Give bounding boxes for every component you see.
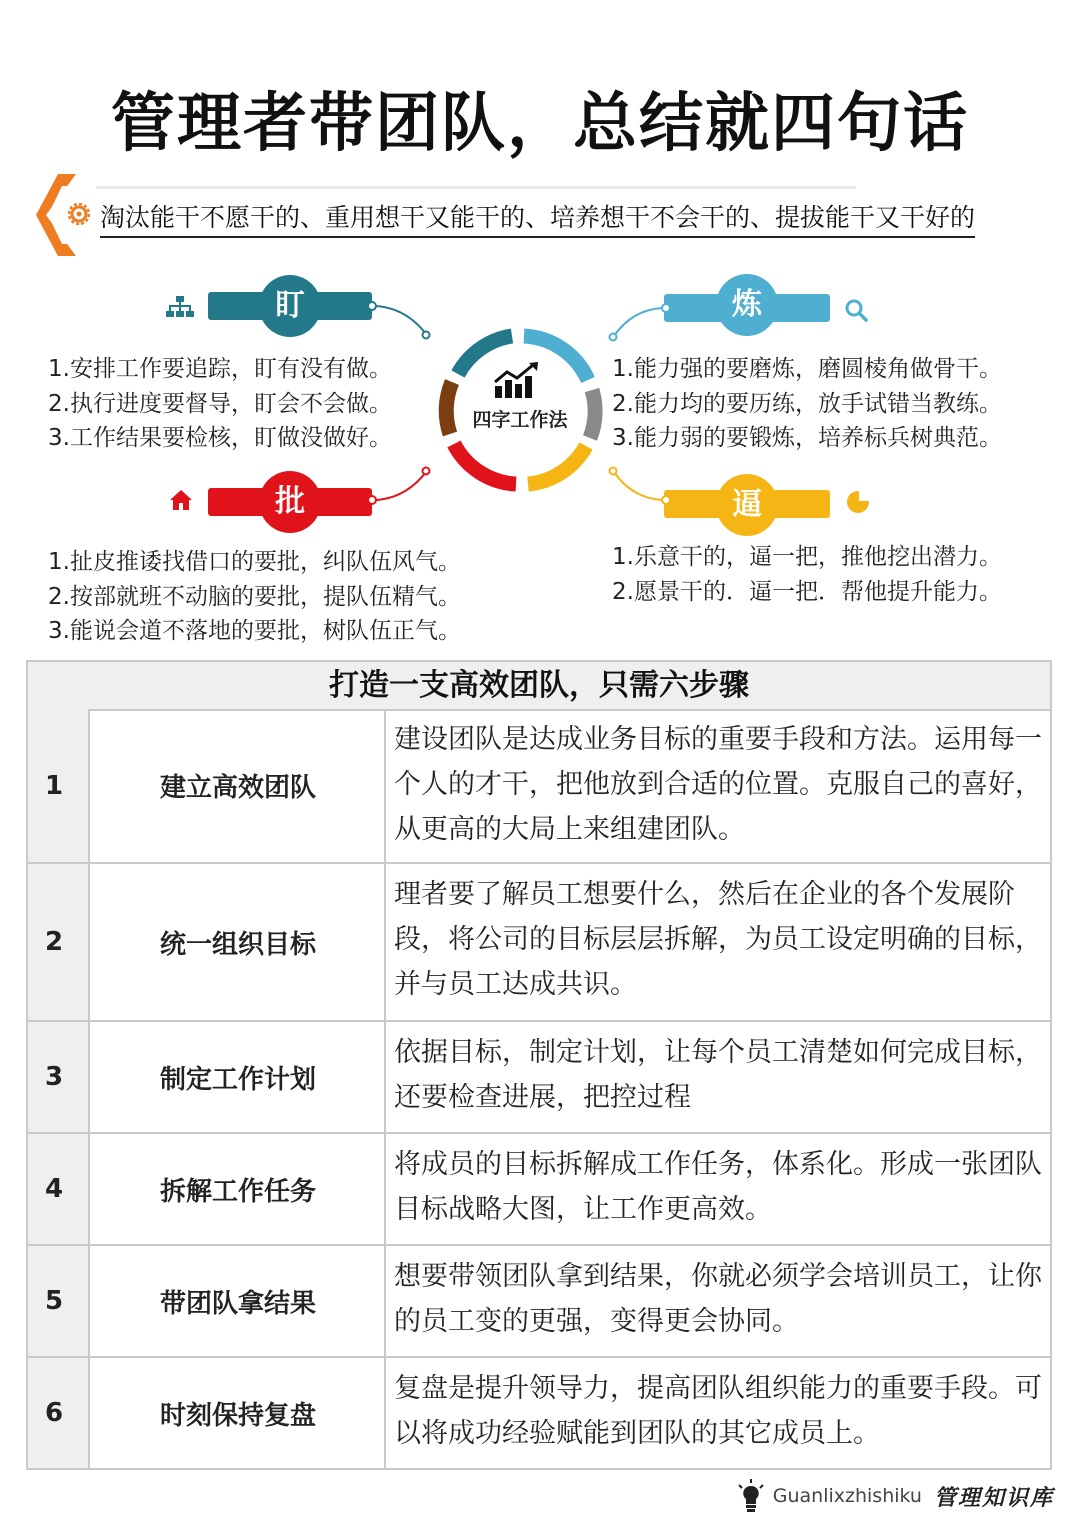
row-number: 5 bbox=[28, 1246, 90, 1356]
row-desc: 将成员的目标拆解成工作任务，体系化。形成一张团队目标战略大图，让工作更高效。 bbox=[394, 1149, 1042, 1225]
row-name: 统一组织目标 bbox=[92, 864, 386, 1020]
bar-chart-icon bbox=[493, 362, 539, 400]
bi-list bbox=[612, 540, 1002, 609]
list-item: 3.能说会道不落地的要批，树队伍正气。 bbox=[48, 618, 461, 644]
list-item: 1.乐意干的，逼一把，推他挖出潜力。 bbox=[612, 544, 1002, 570]
row-desc: 复盘是提升领导力，提高团队组织能力的重要手段。可以将成功经验赋能到团队的其它成员上。 bbox=[394, 1373, 1042, 1449]
list-item: 2.能力均的要历练，放手试错当教练。 bbox=[612, 390, 1002, 417]
six-steps-table bbox=[26, 660, 1052, 1470]
bi-connector bbox=[606, 464, 672, 510]
brand-english: Guanlixzhishiku bbox=[772, 1485, 922, 1507]
lightbulb-icon bbox=[737, 1479, 765, 1513]
home-icon bbox=[170, 490, 192, 510]
list-item: 2.执行进度要督导，盯会不会做。 bbox=[48, 390, 392, 417]
page-title: 管理者带团队，总结就四句话 bbox=[111, 86, 969, 161]
row-name: 带团队拿结果 bbox=[92, 1246, 386, 1356]
row-desc: 依据目标，制定计划，让每个员工清楚如何完成目标，还要检查进展，把控过程 bbox=[394, 1037, 1042, 1113]
list-item: 3.工作结果要检核，盯做没做好。 bbox=[48, 425, 392, 451]
ding-badge: 盯 bbox=[259, 275, 321, 337]
table-title: 打造一支高效团队，只需六步骤 bbox=[28, 662, 1050, 711]
pi-badge: 批 bbox=[259, 471, 321, 533]
row-number: 3 bbox=[28, 1022, 90, 1132]
row-name: 拆解工作任务 bbox=[92, 1134, 386, 1244]
row-number: 1 bbox=[28, 709, 90, 862]
row-desc: 想要带领团队拿到结果，你就必须学会培训员工，让你的员工变的更强，变得更会协同。 bbox=[394, 1261, 1042, 1337]
row-desc: 建设团队是达成业务目标的重要手段和方法。运用每一个人的才干，把他放到合适的位置。克服自己的喜好，从更高的大局上来组建团队。 bbox=[394, 724, 1042, 845]
row-name: 时刻保持复盘 bbox=[92, 1358, 386, 1468]
table-row bbox=[28, 1022, 1050, 1134]
pi-list bbox=[48, 545, 461, 649]
brand-chinese: 管理知识库 bbox=[933, 1484, 1054, 1511]
banner-divider bbox=[96, 186, 856, 189]
pi-connector bbox=[366, 464, 432, 510]
list-item: 1.能力强的要磨炼，磨圆棱角做骨干。 bbox=[612, 356, 1002, 382]
list-item: 2.愿景干的．逼一把．帮他提升能力。 bbox=[612, 578, 1002, 605]
ding-connector bbox=[366, 296, 432, 342]
table-row bbox=[28, 864, 1050, 1022]
row-name: 制定工作计划 bbox=[92, 1022, 386, 1132]
table-row bbox=[28, 1246, 1050, 1358]
row-desc: 理者要了解员工想要什么，然后在企业的各个发展阶段，将公司的目标层层拆解，为员工设定明确的目标，并与员工达成共识。 bbox=[394, 879, 1042, 1000]
ding-list bbox=[48, 352, 392, 456]
org-chart-icon bbox=[166, 296, 194, 318]
lian-connector bbox=[606, 298, 672, 344]
row-number: 6 bbox=[28, 1358, 90, 1468]
bi-badge: 逼 bbox=[716, 474, 778, 536]
row-name: 建立高效团队 bbox=[92, 709, 386, 862]
list-item: 2.按部就班不动脑的要批，提队伍精气。 bbox=[48, 583, 461, 610]
list-item: 3.能力弱的要锻炼，培养标兵树典范。 bbox=[612, 425, 1002, 451]
center-label: 四字工作法 bbox=[472, 409, 568, 431]
pie-chart-icon bbox=[846, 490, 870, 514]
footer-brand bbox=[737, 1478, 1054, 1514]
row-number: 4 bbox=[28, 1134, 90, 1244]
subtitle: 淘汰能干不愿干的、重用想干又能干的、培养想干不会干的、提拔能干又干好的 bbox=[100, 198, 975, 238]
table-row bbox=[28, 1134, 1050, 1246]
lian-list bbox=[612, 352, 1002, 456]
row-number: 2 bbox=[28, 864, 90, 1020]
table-row bbox=[28, 1358, 1050, 1468]
table-row bbox=[28, 709, 1050, 864]
list-item: 1.安排工作要追踪，盯有没有做。 bbox=[48, 356, 392, 382]
search-icon bbox=[844, 298, 868, 322]
list-item: 1.扯皮推诿找借口的要批，纠队伍风气。 bbox=[48, 549, 461, 575]
lian-badge: 炼 bbox=[716, 274, 778, 336]
gear-icon bbox=[68, 203, 90, 225]
